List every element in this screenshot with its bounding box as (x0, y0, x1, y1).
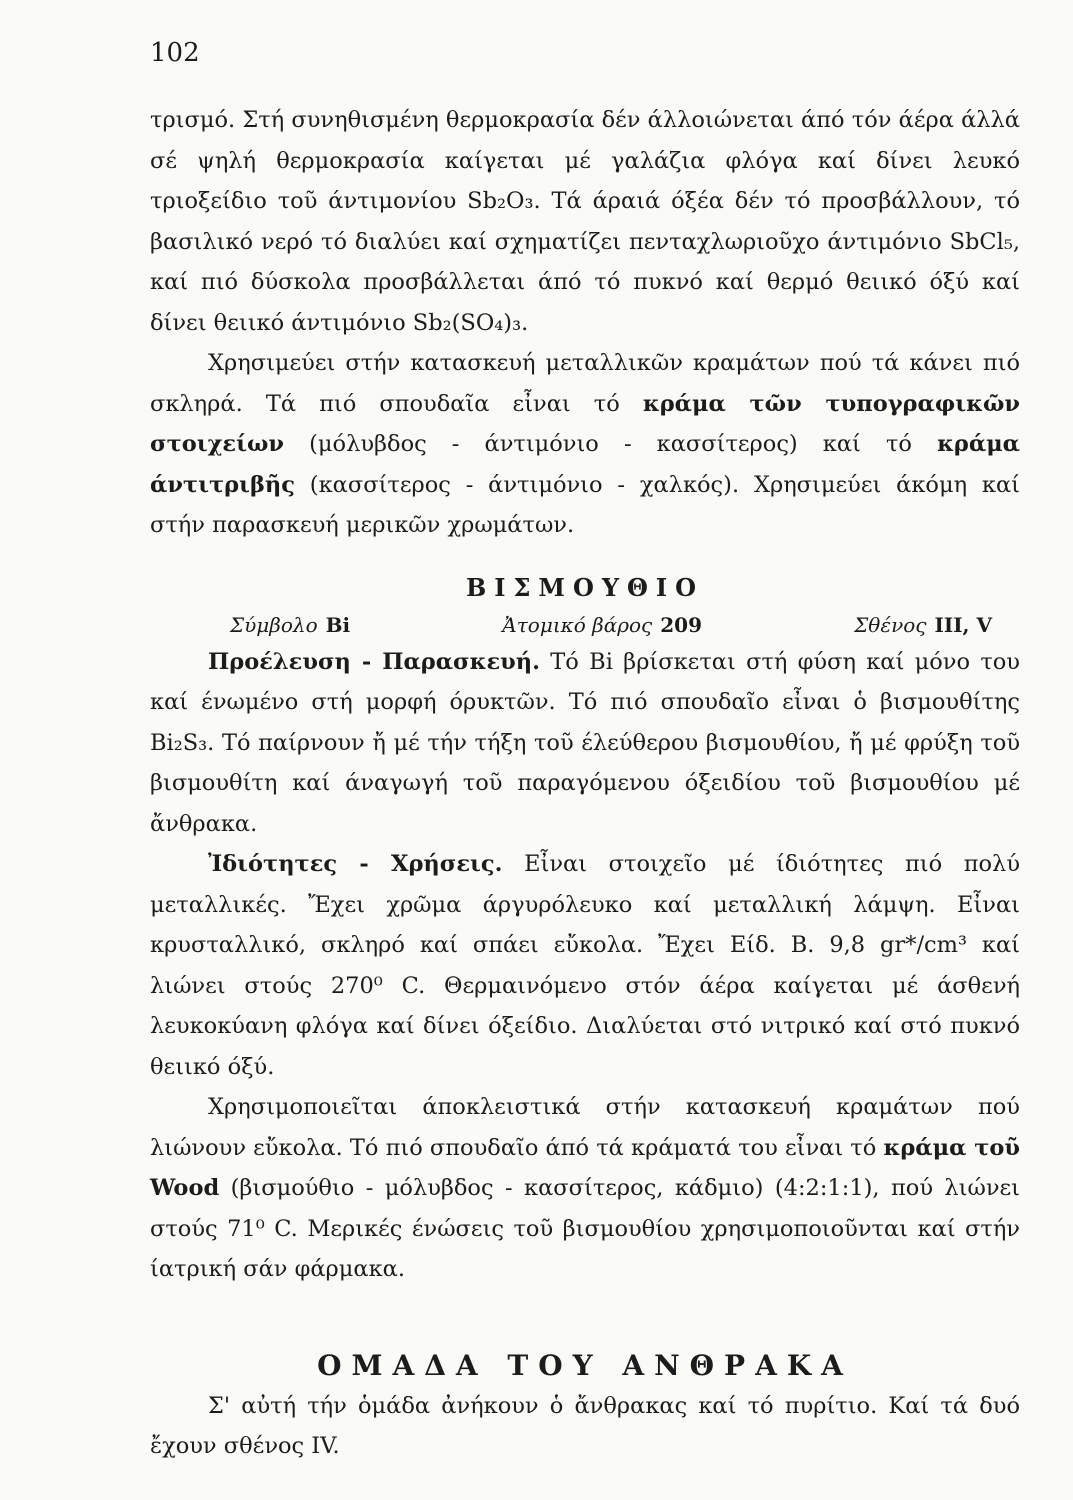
paragraph-antimony-properties: τρισμό. Στή συνηθισμένη θερμοκρασία δέν άλλοιώνεται άπό τόν άέρα άλλά σέ ψηλή θερμοκρασία καίγεται μέ γαλάζια φλόγα καί δίνει λευκό τριοξείδιο τοῦ άντιμονίου Sb₂O₃. Τά άραιά όξέα δέν τό προσβάλλουν, τό βασιλικό νερό τό διαλύει καί σχηματίζει πενταχλωριοῦχο άντιμόνιο SbCl₅, καί πιό δύσκολα προσβάλλεται άπό τό πυκνό καί θερμό θειικό όξύ καί δίνει θειικό άντιμόνιο Sb₂(SO₄)₃. (150, 107, 1020, 336)
section-title-carbon-group: ΟΜΑΔΑ ΤΟΥ ΑΝΘΡΑΚΑ (317, 1348, 853, 1382)
paragraph-alloys (150, 1087, 1020, 1290)
valence-value: III, V (934, 612, 992, 637)
symbol-info (230, 608, 350, 642)
bold-term: κράμα άντιτριβῆς (150, 431, 1020, 498)
valence-info (854, 608, 992, 642)
text-run: Εἶναι στοιχεῖο μέ ίδιότητες πιό πολύ μεταλλικές. Ἔχει χρῶμα άργυρόλευκο καί μεταλλική λάμψη. Εἶναι κρυσταλλικό, σκληρό καί σπάει εὔκολα. Ἔχει Είδ. Β. 9,8 gr*/cm³ καί λιώνει στούς 270⁰ C. Θερμαινόμενο στόν άέρα καίγεται μέ άσθενή λευκοκύανη φλόγα καί δίνει όξείδιο. Διαλύεται στό νιτρικό καί στό πυκνό θειικό όξύ. (150, 851, 1020, 1080)
section-title-bismuth: ΒΙΣΜΟΥΘΙΟ (465, 572, 705, 602)
bold-heading: Προέλευση - Παρασκευή. (208, 648, 540, 675)
valence-label: Σθένος (854, 612, 927, 637)
text-run: Χρησιμεύει στήν κατασκευή μεταλλικῶν κραμάτων πού τά κάνει πιό σκληρά. Τά πιό σπουδαῖα εἶναι τό (150, 350, 1020, 417)
paragraph-properties-uses (150, 844, 1020, 1087)
atomic-weight-label: Ἀτομικό βάρος (502, 612, 653, 637)
symbol-value: Bi (325, 612, 351, 637)
bold-term: κράμα τοῦ Wood (150, 1134, 1020, 1201)
text-run: Τό Bi βρίσκεται στή φύση καί μόνο του καί ένωμένο στή μορφή όρυκτῶν. Τό πιό σπουδαῖο εἶναι ὁ βισμουθίτης Bi₂S₃. Τό παίρνουν ἤ μέ τήν τήξη τοῦ έλεύθερου βισμουθίου, ἤ μέ φρύξη τοῦ βισμουθίτη καί άναγωγή τοῦ παραγόμενου όξειδίου τοῦ βισμουθίου μέ ἄνθρακα. (150, 648, 1020, 837)
page-number: 102 (150, 38, 200, 68)
main-text (150, 100, 1020, 1467)
paragraph-antimony-uses (150, 343, 1020, 546)
atomic-weight-info (502, 608, 702, 642)
text-run: (μόλυβδος - άντιμόνιο - κασσίτερος) καί τό (284, 431, 938, 457)
text-run: (βισμούθιο - μόλυβδος - κασσίτερος, κάδμιο) (4:2:1:1), πού λιώνει στούς 71⁰ C. Μερικές ένώσεις τοῦ βισμουθίου χρησιμοποιοῦνται καί στήν ίατρική σάν φάρμακα. (150, 1175, 1020, 1282)
atomic-weight-value: 209 (660, 612, 703, 637)
symbol-label: Σύμβολο (230, 612, 318, 637)
paragraph-carbon-group: Σ' αὐτή τήν ὁμάδα ἀνήκουν ὁ ἄνθρακας καί τό πυρίτιο. Καί τά δυό ἔχουν σθένος IV. (150, 1392, 1020, 1459)
text-run: Χρησιμοποιεῖται άποκλειστικά στήν κατασκευή κραμάτων πού λιώνουν εὔκολα. Τό πιό σπουδαῖο άπό τά κράματά του εἶναι τό (150, 1094, 1020, 1161)
paragraph-origin-preparation (150, 642, 1020, 845)
text-run: (κασσίτερος - άντιμόνιο - χαλκός). Χρησιμεύει άκόμη καί στήν παρασκευή μερικῶν χρωμάτων. (150, 471, 1020, 538)
element-info-row (150, 608, 1020, 642)
bold-heading: Ἰδιότητες - Χρήσεις. (208, 851, 503, 877)
bold-term: κράμα τῶν τυπογραφικῶν στοιχείων (150, 390, 1020, 457)
